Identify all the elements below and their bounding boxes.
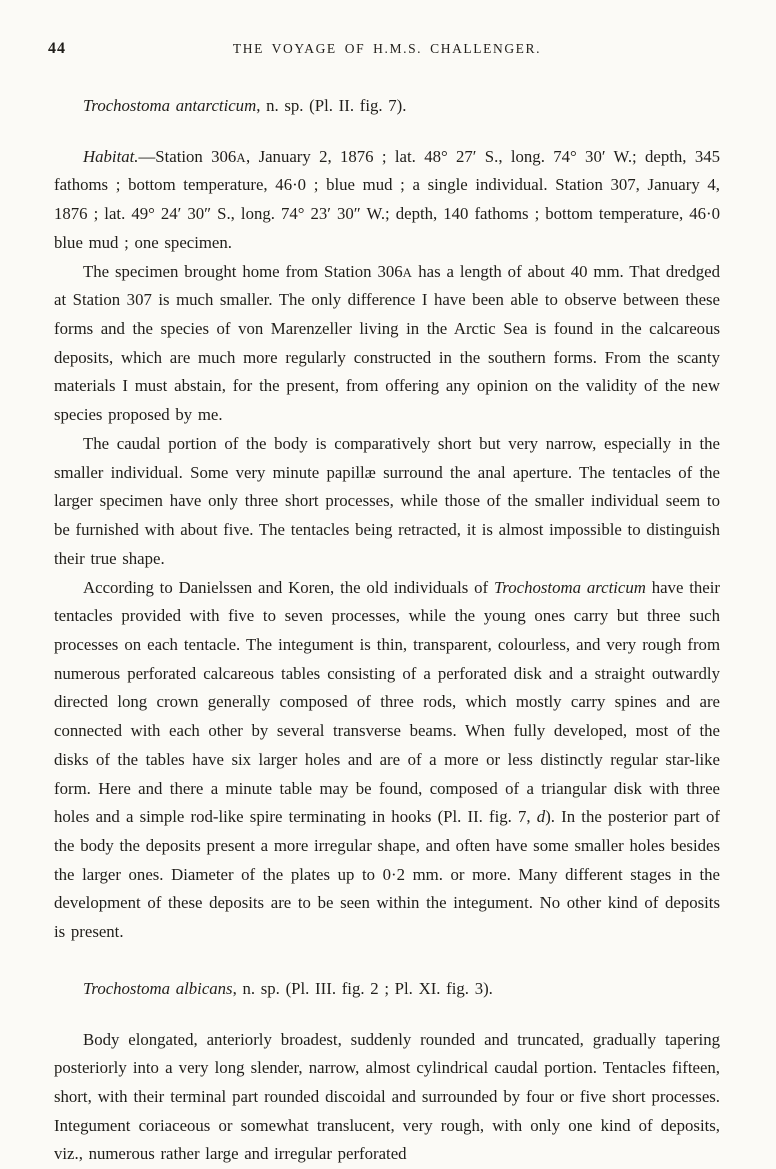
text-run: Trochostoma albicans xyxy=(83,978,233,998)
text-run: , n. sp. (Pl. III. fig. 2 ; Pl. XI. fig. 3). xyxy=(232,978,493,998)
text-run: The caudal portion of the body is comparatively short but very narrow, especially in the smaller individual. Some very minute papillæ surround the anal aperture. The tentacles of the larger specimen have only three short processes, while those of the smaller individual seem to be furnished with about five. The tentacles being retracted, it is almost impossible to distinguish their true shape. xyxy=(54,433,720,568)
text-run: According to Danielssen and Koren, the old individuals of xyxy=(83,577,494,597)
paragraph xyxy=(54,574,720,947)
text-run: —Station 306 xyxy=(138,146,237,166)
page-number: 44 xyxy=(48,40,66,57)
text-run: Trochostoma arcticum xyxy=(493,577,646,597)
paragraph xyxy=(54,258,720,430)
text-run: Trochostoma antarcticum xyxy=(83,96,257,115)
species-heading xyxy=(54,92,720,121)
text-run: , January 2, 1876 ; lat. 48° 27′ S., long. 74° 30′ W.; depth, 345 fathoms ; bottom temperature, 46·0 ; blue mud ; a single individual. Station 307, January 4, 1876 ; lat. 49° 24′ 30″ S., long. 74° 23′ 30″ W.; depth, 140 fathoms ; bottom temperature, 46·0 blue mud ; one specimen. xyxy=(54,146,720,252)
text-run: , n. sp. (Pl. II. fig. 7). xyxy=(256,96,407,115)
text-run: A xyxy=(236,150,247,165)
text-run: Body elongated, anteriorly broadest, suddenly rounded and truncated, gradually tapering posteriorly into a very long slender, narrow, almost cylindrical caudal portion. Tentacles fifteen, short, with their terminal part rounded discoidal and surrounded by four or five short processes. Integument coriaceous or somewhat translucent, very rough, with only one kind of deposits, viz., numerous rather large and irregular perforated xyxy=(54,1029,720,1164)
paragraph xyxy=(54,1026,720,1169)
text-run: A xyxy=(402,265,413,280)
paragraph xyxy=(54,430,720,574)
text-run: Habitat. xyxy=(83,146,139,166)
text-run: d xyxy=(536,807,546,827)
species-heading xyxy=(54,975,720,1004)
text-run: have their tentacles provided with five to seven processes, while the young ones carry but three such processes on each tentacle. The integument is thin, transparent, colourless, and very rough from numerous perforated calcareous tables consisting of a perforated disk and a straight outwardly directed long crown generally composed of three rods, which mostly carry spines and are connected with each other by several transverse beams. When fully developed, most of the disks of the tables have six larger holes and are of a more or less distinctly regular star-like form. Here and there a minute table may be found, composed of a triangular disk with three holes and a simple rod-like spire terminating in hooks (Pl. II. fig. 7, xyxy=(54,577,720,827)
page-body xyxy=(54,92,720,1169)
running-title: THE VOYAGE OF H.M.S. CHALLENGER. xyxy=(232,41,542,56)
page-header xyxy=(48,40,720,60)
text-run: ). In the posterior part of the body the deposits present a more irregular shape, and often have some smaller holes besides the larger ones. Diameter of the plates up to 0·2 mm. or more. Many different stages in the development of these deposits are to be seen within the integument. No other kind of deposits is present. xyxy=(54,807,720,942)
paragraph xyxy=(54,143,720,258)
text-run: The specimen brought home from Station 306 xyxy=(83,261,403,281)
text-run: has a length of about 40 mm. That dredged at Station 307 is much smaller. The only difference I have been able to observe between these forms and the species of von Marenzeller living in the Arctic Sea is found in the calcareous deposits, which are much more regularly constructed in the southern forms. From the scanty materials I must abstain, for the present, from offering any opinion on the validity of the new species proposed by me. xyxy=(54,261,720,425)
